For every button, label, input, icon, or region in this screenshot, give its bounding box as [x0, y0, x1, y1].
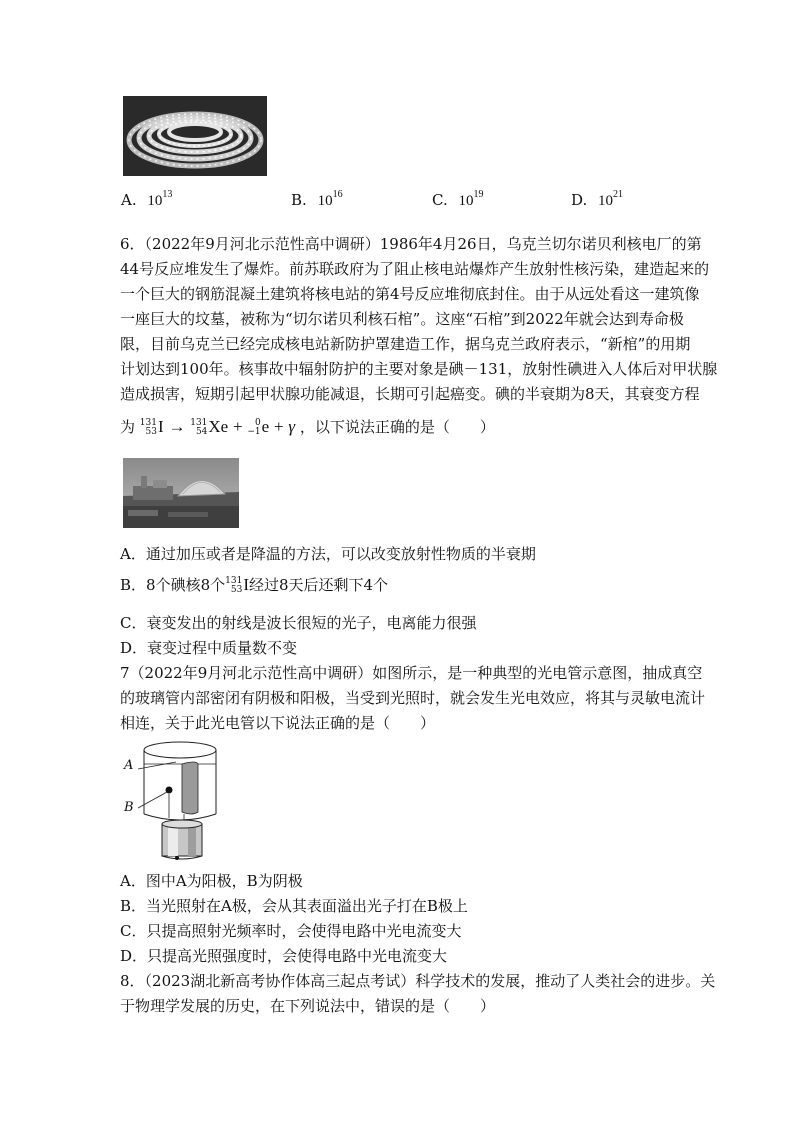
q7-option-d: D．只提高光照强度时，会使得电路中光电流变大 — [120, 947, 448, 965]
q6-line-6: 计划达到100年。核事故中辐射防护的主要对象是碘－131，放射性碘进入人体后对甲状腺 — [120, 360, 718, 378]
q6-option-c: C．衰变发出的射线是波长很短的光子，电离能力很强 — [120, 614, 477, 632]
q6-line-1: 6．（2022年9月河北示范性高中调研）1986年4月26日，乌克兰切尔诺贝利核电厂的第 — [120, 235, 702, 253]
q6-option-b: B．8个碘核8个 131 53 I经过8天后还剩下4个 — [120, 575, 389, 595]
q6-line-5: 限，目前乌克兰已经完成核电站新防护罩建造工作，据乌克兰政府表示，“新棺”的用期 — [120, 335, 691, 353]
q6-line-7: 造成损害，短期引起甲状腺功能减退，长期可引起癌变。碘的半衰期为8天，其衰变方程 — [120, 385, 700, 403]
q7-line-1: 7（2022年9月河北示范性高中调研）如图所示，是一种典型的光电管示意图，抽成真空 — [120, 664, 703, 682]
q6-decay-equation: 为 131 53 I → 131 54 Xe + 0 −1 e + γ ，以下说法正确的是（ ） — [120, 417, 495, 437]
q5-option-c: C. $10^{19}$ — [432, 189, 484, 209]
q7-option-b: B．当光照射在A极，会从其表面溢出光子打在B极上 — [120, 897, 468, 915]
q7-line-3: 相连，关于此光电管以下说法正确的是（ ） — [120, 714, 436, 732]
q6-line-3: 一个巨大的钢筋混凝土建筑将核电站的第4号反应堆彻底封住。由于从远处看这一建筑像 — [120, 285, 700, 303]
chernobyl-photo — [123, 458, 239, 528]
gamma-symbol: γ — [288, 417, 296, 436]
xenon-symbol: Xe — [208, 417, 229, 436]
q5-option-a: A. $10^{13}$ — [121, 189, 173, 209]
anode-label: A — [124, 758, 134, 773]
electron-symbol: e — [261, 417, 270, 436]
q5-option-d: D. $10^{21}$ — [571, 189, 624, 209]
phototube-diagram — [122, 736, 222, 862]
eq-suffix: ，以下说法正确的是（ ） — [299, 418, 495, 436]
arrow-symbol: → — [168, 417, 186, 436]
iodine-symbol: I — [157, 417, 164, 436]
q5-option-b: B. $10^{16}$ — [291, 189, 343, 209]
q7-option-c: C．只提高照射光频率时，会使得电路中光电流变大 — [120, 922, 462, 940]
q6-option-a: A．通过加压或者是降温的方法，可以改变放射性物质的半衰期 — [120, 545, 536, 563]
led-strip-photo — [123, 96, 267, 176]
q8-line-2: 于物理学发展的历史，在下列说法中，错误的是（ ） — [120, 997, 496, 1015]
q8-line-1: 8．（2023湖北新高考协作体高三起点考试）科学技术的发展，推动了人类社会的进步。关 — [120, 972, 716, 990]
q6-option-d: D．衰变过程中质量数不变 — [120, 639, 298, 657]
cathode-label: B — [124, 800, 134, 815]
eq-prefix: 为 — [120, 418, 136, 436]
q7-line-2: 的玻璃管内部密闭有阴极和阳极，当受到光照时，就会发生光电效应，将其与灵敏电流计 — [120, 689, 706, 707]
q6-line-4: 一座巨大的坟墓，被称为“切尔诺贝利核石棺”。这座“石棺”到2022年就会达到寿命极 — [120, 310, 684, 328]
q6-line-2: 44号反应堆发生了爆炸。前苏联政府为了阻止核电站爆炸产生放射性核污染，建造起来的 — [120, 260, 710, 278]
q7-option-a: A．图中A为阳极，B为阴极 — [120, 872, 303, 890]
